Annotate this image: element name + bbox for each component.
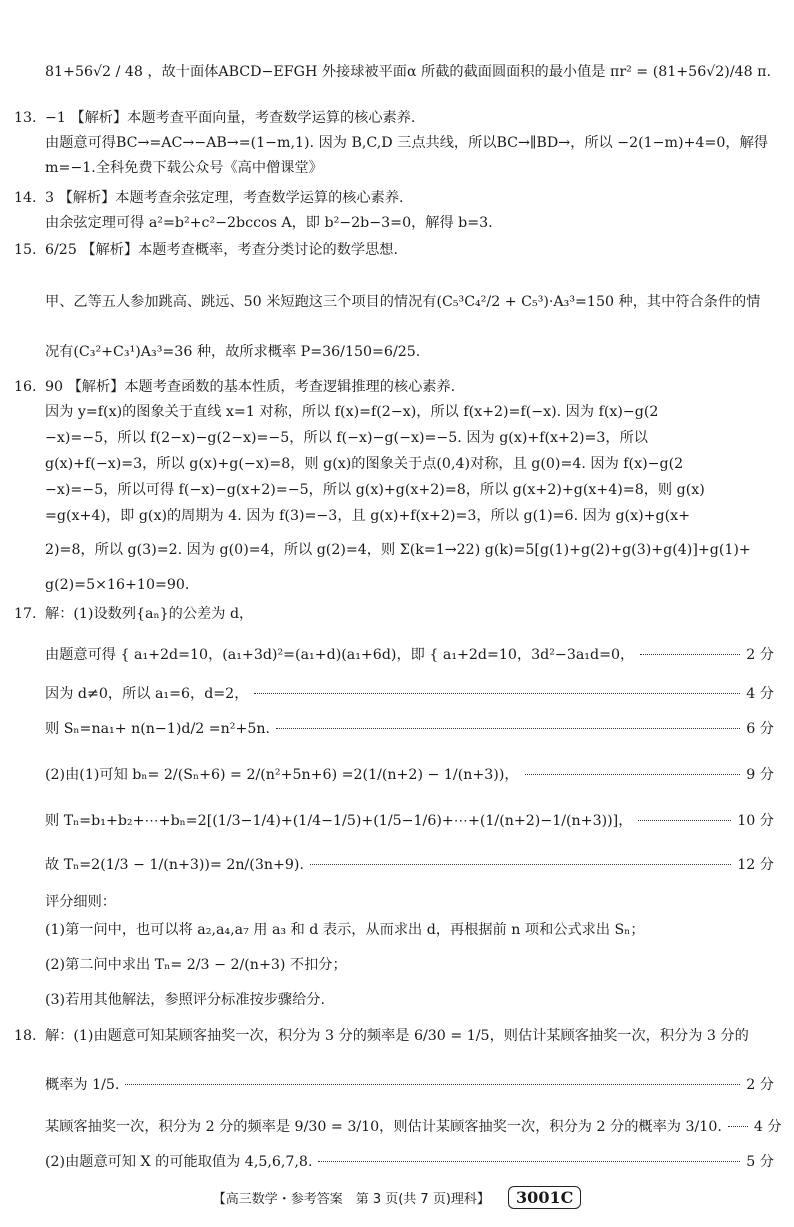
answer-line: [45, 811, 774, 831]
answer-line: 由题意可得BC→=AC→−AB→=(1−m,1). 因为 B,C,D 三点共线，所以BC→∥BD→，所以 −2(1−m)+4=0，解得: [45, 135, 768, 151]
dot-leader: [728, 1126, 748, 1127]
answer-line: −x)=−5，所以可得 f(−x)−g(x+2)=−5，所以 g(x)+g(x+2)=8，所以 g(x+2)+g(x+4)=8，则 g(x): [45, 482, 705, 498]
footer-text: 【高三数学・参考答案 第 3 页(共 7 页)理科】: [212, 1192, 490, 1207]
answer-line-text: 则 Sₙ=na₁+ n(n−1)d/2 =n²+5n.: [45, 721, 271, 737]
dot-leader: [276, 728, 740, 729]
score-points: 6 分: [746, 721, 774, 737]
answer-line-text: 因为 d≠0，所以 a₁=6，d=2，: [45, 686, 249, 702]
answer-line: −x)=−5，所以 f(2−x)−g(2−x)=−5，所以 f(−x)−g(−x)=−5. 因为 g(x)+f(x+2)=3，所以: [45, 430, 648, 446]
answer-line: [45, 684, 774, 704]
score-points: 2 分: [746, 647, 774, 663]
question-number: 15.: [14, 242, 37, 258]
answer-line-text: 概率为 1/5.: [45, 1077, 120, 1093]
answer-line: 6/25 【解析】本题考查概率，考查分类讨论的数学思想.: [45, 242, 399, 258]
dot-leader: [640, 654, 740, 655]
dot-leader: [638, 820, 731, 821]
score-points: 10 分: [737, 813, 774, 829]
answer-line: [45, 765, 774, 785]
score-points: 9 分: [746, 767, 774, 783]
answer-line-text: (2)由题意可知 X 的可能取值为 4,5,6,7,8.: [45, 1154, 313, 1170]
paper-code-badge: 3001C: [508, 1186, 581, 1209]
dot-leader: [125, 1084, 740, 1085]
question-number: 18.: [14, 1028, 37, 1044]
score-points: 5 分: [746, 1154, 774, 1170]
question-number: 17.: [14, 606, 37, 622]
answer-line: (3)若用其他解法，参照评分标准按步骤给分.: [45, 992, 325, 1008]
score-points: 4 分: [753, 1119, 782, 1135]
answer-line: 由余弦定理可得 a²=b²+c²−2bccos A，即 b²−2b−3=0，解得 b=3.: [45, 215, 493, 231]
question-number: 14.: [14, 190, 37, 206]
answer-line: 90 【解析】本题考查函数的基本性质，考查逻辑推理的核心素养.: [45, 379, 456, 395]
answer-line: g(x)+f(−x)=3，所以 g(x)+g(−x)=8，则 g(x)的图象关于点(0,4)对称，且 g(0)=4. 因为 f(x)−g(2: [45, 456, 684, 472]
answer-line: 因为 y=f(x)的图象关于直线 x=1 对称，所以 f(x)=f(2−x)，所以 f(x+2)=f(−x). 因为 f(x)−g(2: [45, 404, 659, 420]
answer-line: 解：(1)设数列{aₙ}的公差为 d，: [45, 606, 254, 622]
answer-line: =g(x+4)，即 g(x)的周期为 4. 因为 f(3)=−3，且 g(x)+f(x+2)=3，所以 g(1)=6. 因为 g(x)+g(x+: [45, 508, 691, 524]
answer-line: (1)第一问中，也可以将 a₂,a₄,a₇ 用 a₃ 和 d 表示，从而求出 d，再根据前 n 项和公式求出 Sₙ；: [45, 922, 645, 938]
answer-line: [45, 1075, 774, 1095]
answer-line: [45, 855, 774, 875]
answer-line: [45, 719, 774, 739]
answer-line: [45, 1152, 774, 1172]
question-number: 13.: [14, 110, 37, 126]
dot-leader: [254, 693, 740, 694]
answer-line-text: 某顾客抽奖一次，积分为 2 分的频率是 9/30 = 3/10，则估计某顾客抽奖一次，积分为 2 分的概率为 3/10.: [45, 1119, 722, 1135]
score-points: 4 分: [746, 686, 774, 702]
page-footer: [0, 1186, 794, 1216]
question-number: 16.: [14, 379, 37, 395]
answer-line-text: 由题意可得 { a₁+2d=10，(a₁+3d)²=(a₁+d)(a₁+6d)，即 { a₁+2d=10，3d²−3a₁d=0，: [45, 647, 635, 663]
answer-line-text: 故 Tₙ=2(1/3 − 1/(n+3))= 2n/(3n+9).: [45, 857, 304, 873]
answer-line: 3 【解析】本题考查余弦定理，考查数学运算的核心素养.: [45, 190, 404, 206]
dot-leader: [318, 1161, 740, 1162]
answer-line: g(2)=5×16+10=90.: [45, 577, 190, 593]
dot-leader: [310, 864, 731, 865]
answer-line-text: (2)由(1)可知 bₙ= 2/(Sₙ+6) = 2/(n²+5n+6) =2(1/(n+2) − 1/(n+3))，: [45, 767, 519, 783]
answer-line-text: 则 Tₙ=b₁+b₂+⋯+bₙ=2[(1/3−1/4)+(1/4−1/5)+(1/5−1/6)+⋯+(1/(n+2)−1/(n+3))]，: [45, 813, 633, 829]
dot-leader: [525, 774, 741, 775]
answer-line: (2)第二问中求出 Tₙ= 2/3 − 2/(n+3) 不扣分；: [45, 957, 347, 973]
answer-line: −1 【解析】本题考查平面向量，考查数学运算的核心素养.: [45, 110, 416, 126]
answer-line: 81+56√2 / 48 ，故十面体ABCD−EFGH 外接球被平面α 所截的截面圆面积的最小值是 πr² = (81+56√2)/48 π.: [45, 64, 772, 80]
answer-line: 甲、乙等五人参加跳高、跳远、50 米短跑这三个项目的情况有(C₅³C₄²/2 + C₅³)·A₃³=150 种，其中符合条件的情: [45, 294, 761, 310]
answer-line: 解：(1)由题意可知某顾客抽奖一次，积分为 3 分的频率是 6/30 = 1/5，则估计某顾客抽奖一次，积分为 3 分的: [45, 1028, 749, 1044]
answer-line: [45, 645, 774, 665]
answer-line: 评分细则：: [45, 894, 116, 910]
answer-line: m=−1.全科免费下载公众号《高中僧课堂》: [45, 160, 323, 176]
answer-line: [45, 1117, 782, 1137]
answer-line: 况有(C₃²+C₃¹)A₃³=36 种，故所求概率 P=36/150=6/25.: [45, 344, 421, 360]
score-points: 12 分: [737, 857, 774, 873]
score-points: 2 分: [746, 1077, 774, 1093]
answer-line: 2)=8，所以 g(3)=2. 因为 g(0)=4，所以 g(2)=4，则 Σ(k=1→22) g(k)=5[g(1)+g(2)+g(3)+g(4)]+g(1)+: [45, 542, 751, 558]
